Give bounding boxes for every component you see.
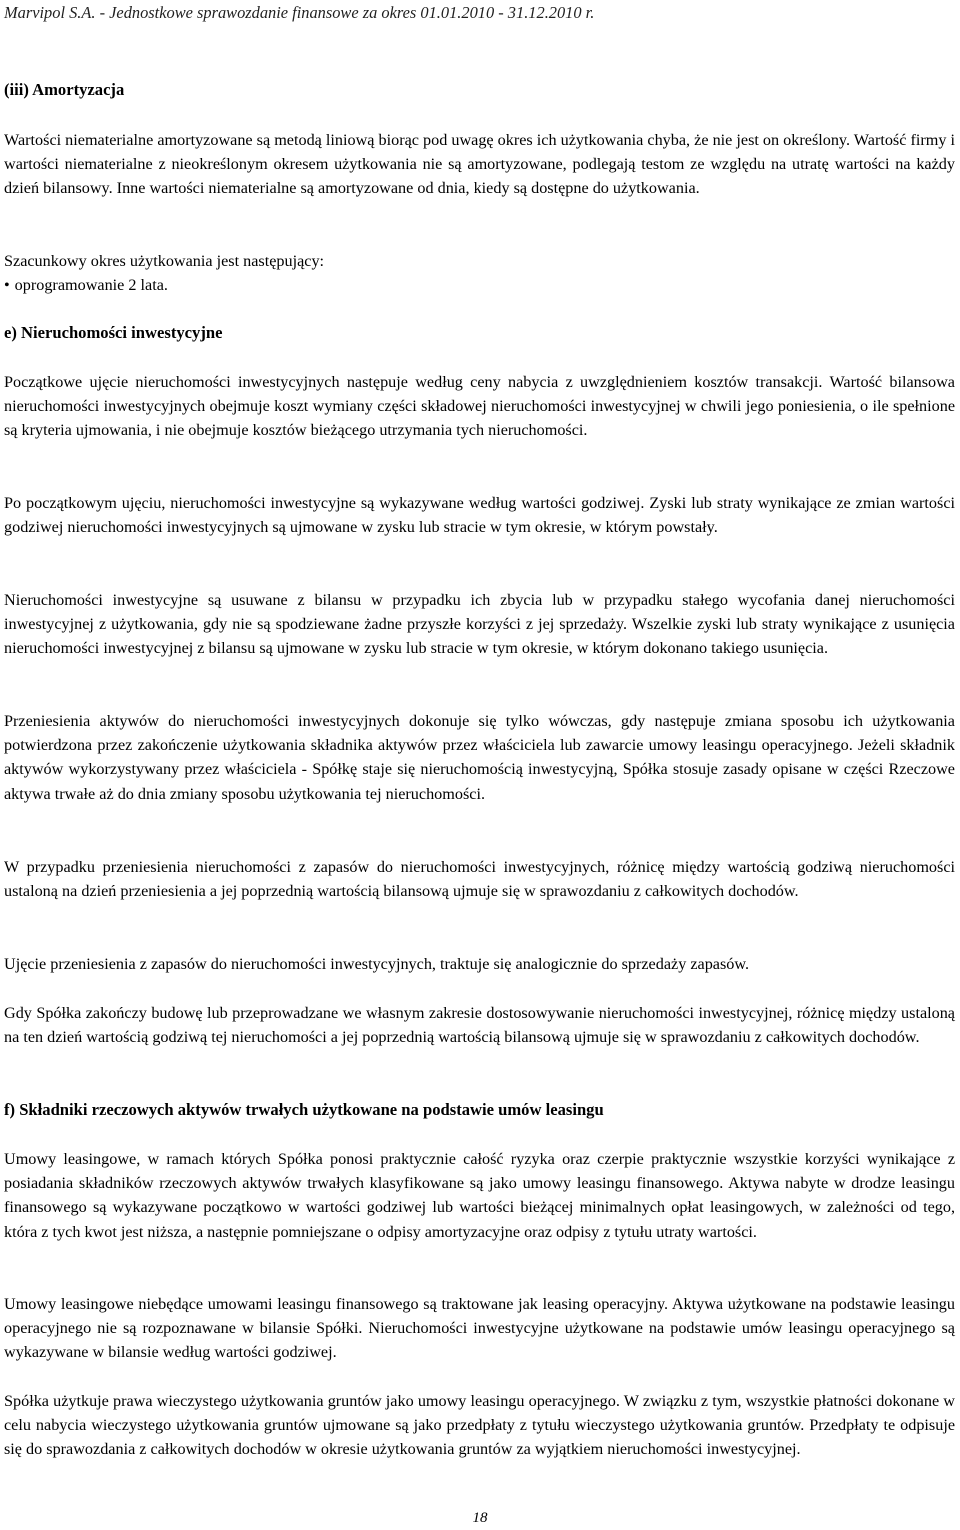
paragraph-leasing-2: Umowy leasingowe niebędące umowami leasingu finansowego są traktowane jak leasing operacyjny. Aktywa użytkowane na podstawie leasingu operacyjnego nie są rozpoznawane w bilansie Spółki. Nieruchomości inwestycyjne użytkowane na podstawie umów leasingu operacyjnego są wykazywane w bilansie według wartości godziwej. <box>4 1295 955 1362</box>
page-number: 18 <box>472 1510 488 1526</box>
section-heading-nieruchomosci: e) Nieruchomości inwestycyjne <box>4 323 223 342</box>
bullet-icon: • <box>4 276 10 294</box>
paragraph-nieruchomosci-6: Ujęcie przeniesienia z zapasów do nieruchomości inwestycyjnych, traktuje się analogicznie do sprzedaży zapasów. <box>4 955 750 973</box>
section-heading-amortyzacja: (iii) Amortyzacja <box>4 80 125 99</box>
paragraph-nieruchomosci-4: Przeniesienia aktywów do nieruchomości inwestycyjnych dokonuje się tylko wówczas, gdy następuje zmiana sposobu ich użytkowania potwierdzona przez zakończenie użytkowania składnika aktywów przez właściciela lub zawarcie umowy leasingu operacyjnego. Jeżeli składnik aktywów wykorzystywany przez właściciela - Spółkę staje się nieruchomością inwestycyjną, Spółka stosuje zasady opisane w części Rzeczowe aktywa trwałe aż do dnia zmiany sposobu użytkowania tej nieruchomości. <box>4 712 955 803</box>
paragraph-leasing-1: Umowy leasingowe, w ramach których Spółka ponosi praktycznie całość ryzyka oraz czerpie praktycznie wszystkie korzyści wynikające z posiadania składników rzeczowych aktywów trwałych klasyfikowane są jako umowy leasingu finansowego. Aktywa nabyte w drodze leasingu finansowego są wykazywane początkowo w wartości godziwej lub wartości bieżącej minimalnych opłat leasingowych, w zależności od tego, która z tych kwot jest niższa, a następnie pomniejszane o odpisy amortyzacyjne oraz odpisy z tytułu utraty wartości. <box>4 1150 955 1241</box>
paragraph-nieruchomosci-5: W przypadku przeniesienia nieruchomości z zapasów do nieruchomości inwestycyjnych, różnicę między wartością godziwą nieruchomości ustaloną na dzień przeniesienia a jej poprzednią wartością bilansową ujmuje się w sprawozdaniu z całkowitych dochodów. <box>4 858 955 901</box>
paragraph-nieruchomosci-7: Gdy Spółka zakończy budowę lub przeprowadzane we własnym zakresie dostosowywanie nieruchomości inwestycyjnej, różnicę między ustaloną na ten dzień wartością godziwą tej nieruchomości a jej poprzednią wartością bilansową ujmuje się w sprawozdaniu z całkowitych dochodów. <box>4 1004 955 1047</box>
paragraph-amortyzacja: Wartości niematerialne amortyzowane są metodą liniową biorąc pod uwagę okres ich użytkowania chyba, że nie jest on określony. Wartość firmy i wartości niematerialne z nieokreślonym okresem użytkowania nie są amortyzowane, podlegają testom ze względu na utratę wartości na każdy dzień bilansowy. Inne wartości niematerialne są amortyzowane od dnia, kiedy są dostępne do użytkowania. <box>4 131 955 198</box>
useful-life-intro: Szacunkowy okres użytkowania jest następujący: <box>4 252 325 270</box>
section-heading-leasing: f) Składniki rzeczowych aktywów trwałych użytkowane na podstawie umów leasingu <box>4 1100 604 1119</box>
paragraph-nieruchomosci-2: Po początkowym ujęciu, nieruchomości inwestycyjne są wykazywane według wartości godziwej. Zyski lub straty wynikające ze zmian wartości godziwej nieruchomości inwestycyjnych są ujmowane w zysku lub stracie w tym okresie, w którym powstały. <box>4 494 955 537</box>
bullet-text: oprogramowanie 2 lata. <box>14 276 168 294</box>
paragraph-nieruchomosci-1: Początkowe ujęcie nieruchomości inwestycyjnych następuje według ceny nabycia z uwzględnieniem kosztów transakcji. Wartość bilansowa nieruchomości inwestycyjnych obejmuje koszt wymiany części składowej nieruchomości inwestycyjnej w chwili jego poniesienia, o ile spełnione są kryteria ujmowania, i nie obejmuje kosztów bieżącego utrzymania tych nieruchomości. <box>4 373 955 440</box>
paragraph-nieruchomosci-3: Nieruchomości inwestycyjne są usuwane z bilansu w przypadku ich zbycia lub w przypadku stałego wycofania danej nieruchomości inwestycyjnej z użytkowania, gdy nie są spodziewane żadne przyszłe korzyści z jej sprzedaży. Wszelkie zyski lub straty wynikające z usunięcia nieruchomości inwestycyjnej z bilansu są ujmowane w zysku lub stracie w tym okresie, w którym dokonano takiego usunięcia. <box>4 591 955 658</box>
bullet-list-item <box>4 273 168 297</box>
paragraph-leasing-3: Spółka użytkuje prawa wieczystego użytkowania gruntów jako umowy leasingu operacyjnego. W związku z tym, wszystkie płatności dokonane w celu nabycia wieczystego użytkowania gruntów ujmowane są jako przedpłaty z tytułu wieczystego użytkowania gruntów. Przedpłaty te odpisuje się do sprawozdania z całkowitych dochodów w okresie użytkowania gruntów za wyjątkiem nieruchomości inwestycyjnej. <box>4 1392 955 1459</box>
document-header: Marvipol S.A. - Jednostkowe sprawozdanie finansowe za okres 01.01.2010 - 31.12.2010 r. <box>4 3 595 22</box>
